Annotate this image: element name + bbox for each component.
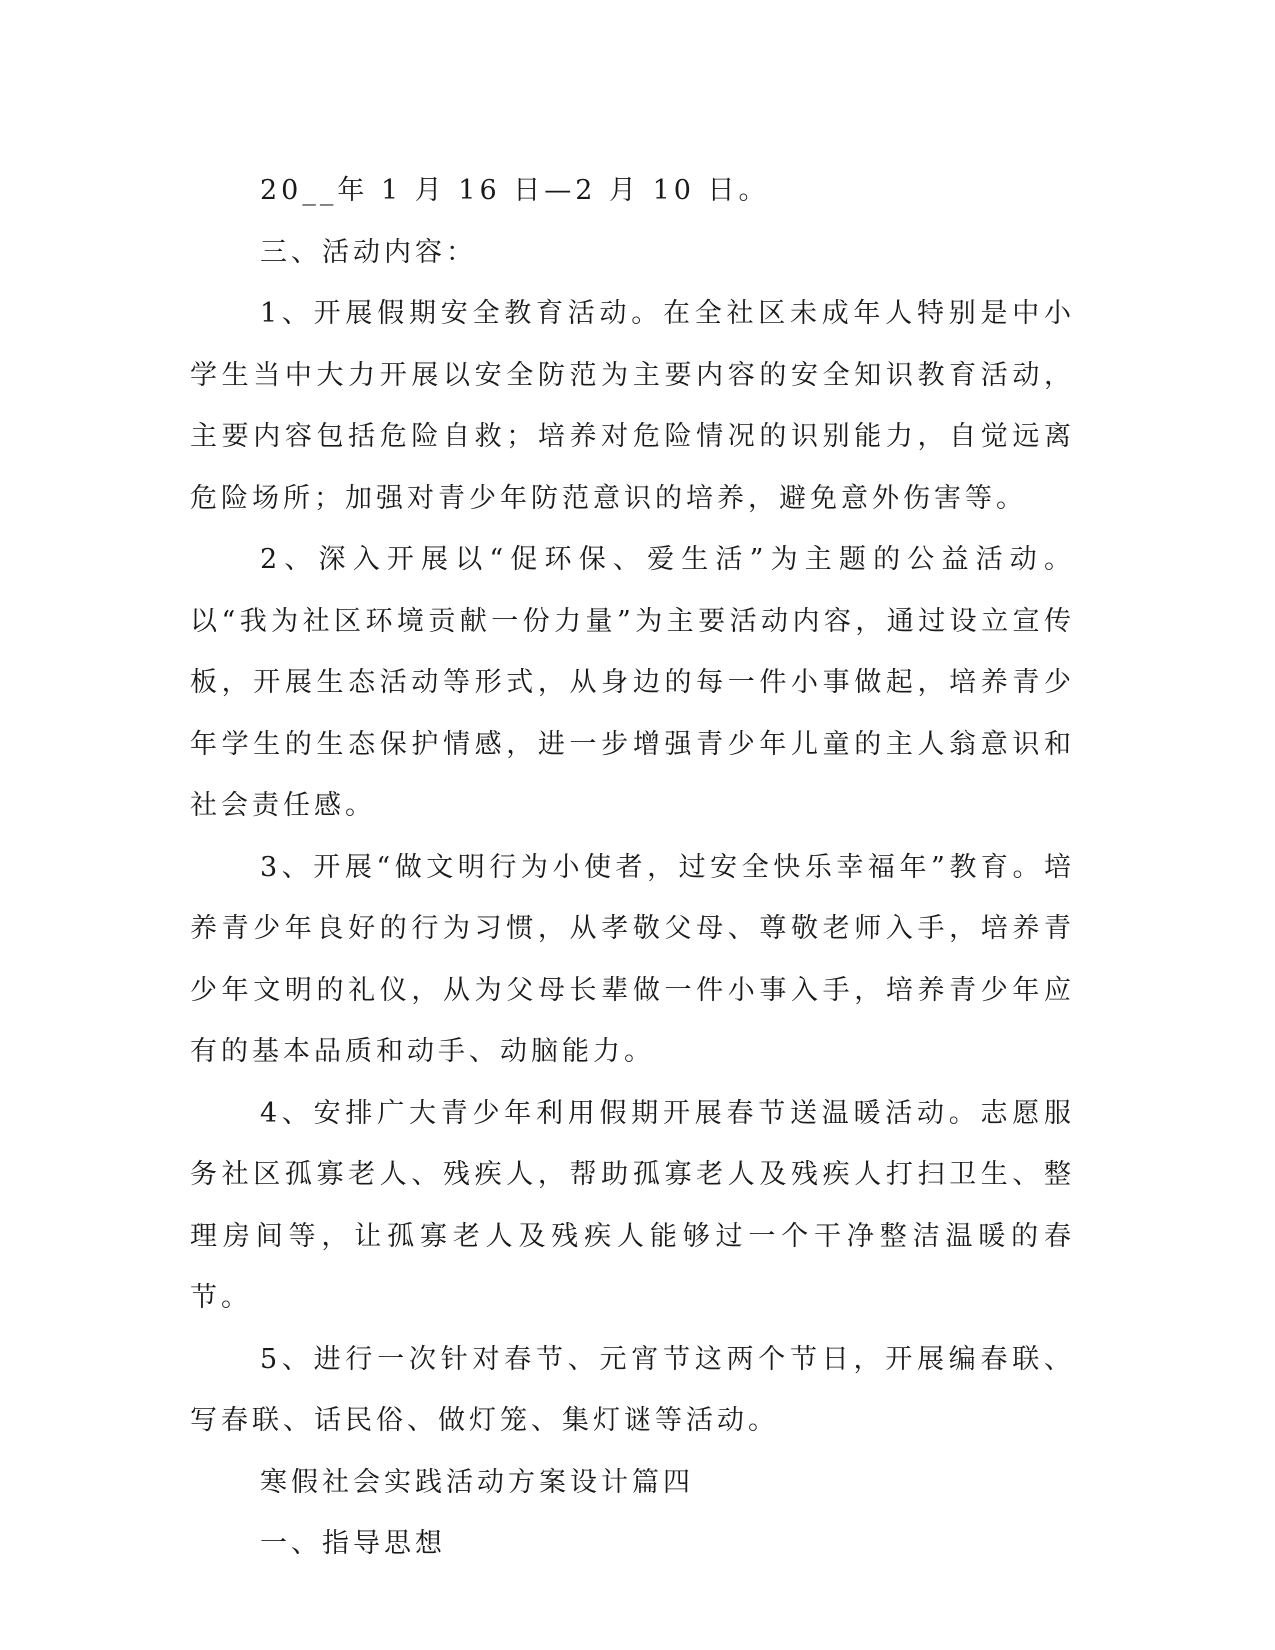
paragraph-item-5: 5、进行一次针对春节、元宵节这两个节日，开展编春联、写春联、话民俗、做灯笼、集灯谜等活动。	[190, 1343, 1075, 1436]
document-body	[190, 160, 1075, 1575]
section-title-part-four: 寒假社会实践活动方案设计篇四	[260, 1466, 694, 1498]
paragraph-item-2: 2、深入开展以“促环保、爱生活”为主题的公益活动。以“我为社区环境贡献一份力量”为主要活动内容，通过设立宣传板，开展生态活动等形式，从身边的每一件小事做起，培养青少年学生的生态保护情感，进一步增强青少年儿童的主人翁意识和社会责任感。	[190, 544, 1075, 821]
paragraph-item-3: 3、开展“做文明行为小使者，过安全快乐幸福年”教育。培养青少年良好的行为习惯，从孝敬父母、尊敬老师入手，培养青少年文明的礼仪，从为父母长辈做一件小事入手，培养青少年应有的基本品质和动手、动脑能力。	[190, 851, 1075, 1067]
section-heading-activity-content: 三、活动内容：	[260, 236, 477, 268]
paragraph-item-1: 1、开展假期安全教育活动。在全社区未成年人特别是中小学生当中大力开展以安全防范为主要内容的安全知识教育活动，主要内容包括危险自救；培养对危险情况的识别能力，自觉远离危险场所；加强对青少年防范意识的培养，避免意外伤害等。	[190, 298, 1075, 514]
section-heading-guiding-ideology: 一、指导思想	[260, 1528, 446, 1559]
date-range-line: 20__年 1 月 16 日—2 月 10 日。	[260, 175, 770, 206]
paragraph-item-4: 4、安排广大青少年利用假期开展春节送温暖活动。志愿服务社区孤寡老人、残疾人，帮助孤寡老人及残疾人打扫卫生、整理房间等，让孤寡老人及残疾人能够过一个干净整洁温暖的春节。	[190, 1097, 1075, 1313]
